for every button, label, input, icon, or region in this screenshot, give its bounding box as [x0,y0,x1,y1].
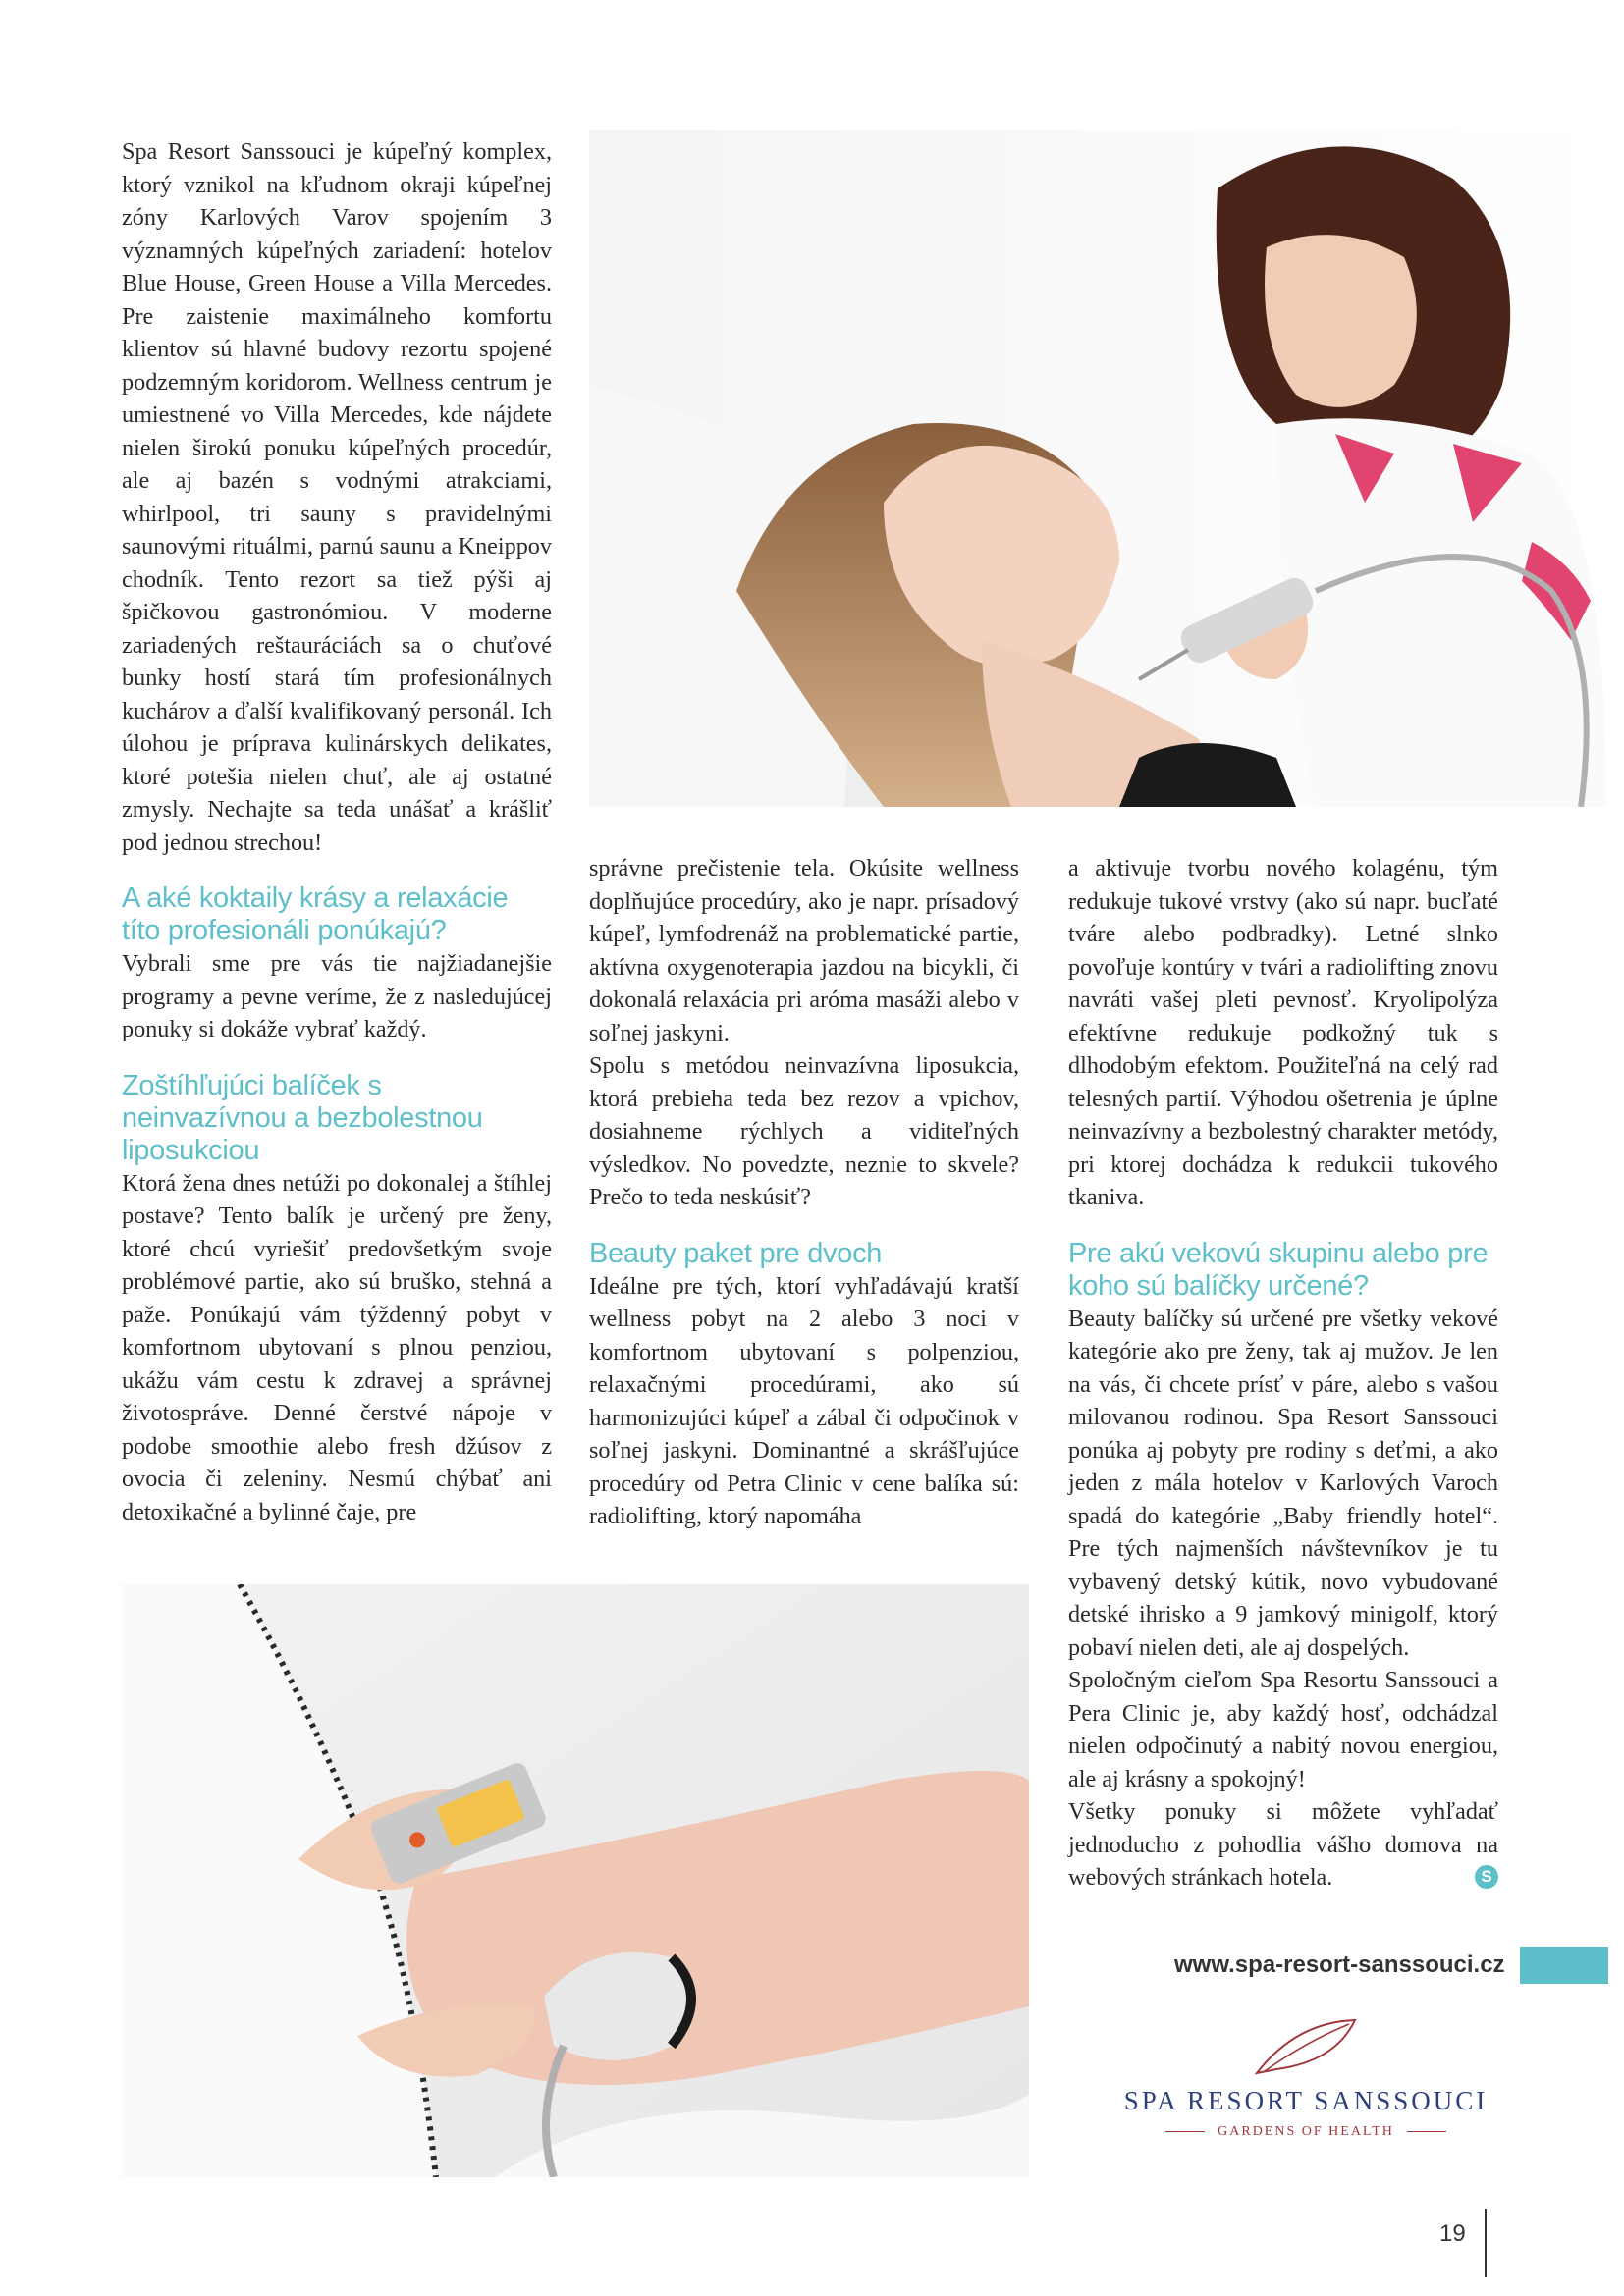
paragraph-programs: Vybrali sme pre vás tie najžiadanejšie programy a pevne veríme, že z nasledujúcej ponuky si dokáže vybrať každý. [122,950,552,1042]
spa-resort-logo [1100,2012,1512,2140]
body-treatment-illustration [122,1584,1029,2177]
paragraph-liposuction: Spolu s metódou neinvazívna liposukcia, ktorá prebieha teda bez rezov a vpichov, dosiahneme rýchlych a viditeľných výsledkov. No povedzte, neznie to skvele? Prečo to teda neskúsiť? [589,1052,1019,1210]
end-of-article-icon: S [1475,1865,1498,1889]
logo-tagline [1100,2124,1512,2140]
paragraph-offers [1068,1795,1498,1895]
facial-treatment-photo [589,130,1606,807]
paragraph-offers-text: Všetky ponuky si môžete vyhľadať jednoducho z pohodlia vášho domova na webových stránkach hotela. [1068,1798,1498,1891]
column-1 [122,135,552,1528]
heading-slimming-package: Zoštíhľujúci balíček s neinvazívnou a bezbolestnou liposukciou [122,1069,483,1166]
paragraph-collagen: a aktivuje tvorbu nového kolagénu, tým redukuje tukové vrstvy (ako sú napr. bucľaté tváre alebo podbradky). Letné slnko povoľuje kontúry v tvári a radiolifting znovu navráti vašej pleti pevnosť. Kryolipolýza efektívne redukuje podkožný tuk s dlhodobým efektom. Použiteľná na celý rad telesných partií. Výhodou ošetrenia je úplne neinvazívny a bezbolestný charakter metódy, pri ktorej dochádza k redukcii tukového tkaniva. [1068,855,1498,1210]
intro-paragraph: Spa Resort Sanssouci je kúpeľný komplex, ktorý vznikol na kľudnom okraji kúpeľnej zóny Karlových Varov spojením 3 významných kúpeľných zariadení: hotelov Blue House, Green House a Villa Mercedes. Pre zaistenie maximálneho komfortu klientov sú hlavné budovy rezortu spojené podzemným koridorom. Wellness centrum je umiestnené vo Villa Mercedes, kde nájdete nielen širokú ponuku kúpeľných procedúr, ale aj bazén s vodnými atrakciami, whirlpool, tri sauny s pravidelnými saunovými rituálmi, parnú saunu a Kneippov chodník. Tento rezort sa tiež pýši aj špičkovou gastronómiou. V moderne zariadených reštauráciách sa o chuťové bunky hostí stará tím profesionálnych kuchárov a ďalší kvalifikovaný personál. Ich úlohou je príprava kulinárskych delikates, ktoré potešia nielen chuť, ale aj ostatné zmysly. Nechajte sa teda unášať a krášliť pod jednou strechou! [122,138,552,856]
facial-treatment-illustration [589,130,1606,807]
heading-beauty-package: Beauty paket pre dvoch [589,1237,883,1269]
leaf-logo-icon [1247,2012,1365,2081]
paragraph-age-groups: Beauty balíčky sú určené pre všetky vekové kategórie ako pre ženy, tak aj mužov. Je len na vás, či chcete prísť v páre, alebo s vašou milovanou rodinou. Spa Resort Sanssouci ponúka aj pobyty pre rodiny s deťmi, a ako jeden z mála hotelov v Karlových Varoch spadá do kategórie „Baby friendly hotel“. Pre tých najmenších návštevníkov je tu vybavený detský kútik, novo vybudované detské ihrisko a 9 jamkový minigolf, ktorý pobaví nielen deti, ale aj dospelých. [1068,1305,1498,1661]
paragraph-beauty-package: Ideálne pre tých, ktorí vyhľadávajú kratší wellness pobyt na 2 alebo 3 noci v komfortnom ubytovaní s polpenziou, relaxačnými procedúrami, ako sú harmonizujúci kúpeľ a zábal či odpočinok v soľnej jaskyni. Dominantné a skrášľujúce procedúry od Petra Clinic v cene balíka sú: radiolifting, ktorý napomáha [589,1272,1019,1529]
heading-age-group: Pre akú vekovú skupinu alebo pre koho sú balíčky určené? [1068,1237,1489,1302]
paragraph-cleansing: správne prečistenie tela. Okúsite wellness doplňujúce procedúry, ako je napr. prísadový kúpeľ, lymfodrenáž na problematické partie, aktívna oxygenoterapia jazdou na bicykli, či dokonalá relaxácia pri aróma masáži alebo v soľnej jaskyni. [589,855,1019,1046]
logo-name: SPA RESORT SANSSOUCI [1123,2086,1489,2115]
body-treatment-photo [122,1584,1029,2177]
column-3 [1068,852,1498,1895]
logo-tagline-text: GARDENS OF HEALTH [1218,2124,1394,2139]
paragraph-goal: Spoločným cieľom Spa Resortu Sanssouci a Pera Clinic je, aby každý hosť, odchádzal nielen odpočinutý a nabitý novou energiou, ale aj krásny a spokojný! [1068,1667,1498,1792]
page-number: 19 [1439,2220,1466,2247]
website-url[interactable]: www.spa-resort-sanssouci.cz [1174,1951,1505,1978]
paragraph-slimming: Ktorá žena dnes netúži po dokonalej a štíhlej postave? Tento balík je určený pre ženy, ktoré chcú vyriešiť predovšetkým svoje problémové partie, ako sú bruško, stehná a paže. Ponúkajú vám týždenný pobyt v komfortnom ubytovaní s plnou penziou, ukážu vám cestu k zdravej a správnej životospráve. Denné čerstvé nápoje v podobe smoothie alebo fresh džúsov z ovocia či zeleniny. Nesmú chýbať ani detoxikačné a bylinné čaje, pre [122,1169,552,1525]
column-2 [589,852,1019,1533]
heading-cocktails: A aké koktaily krásy a relaxácie títo profesionáli ponúkajú? [122,882,509,946]
page-number-rule [1485,2209,1487,2277]
accent-bar [1520,1947,1608,1984]
